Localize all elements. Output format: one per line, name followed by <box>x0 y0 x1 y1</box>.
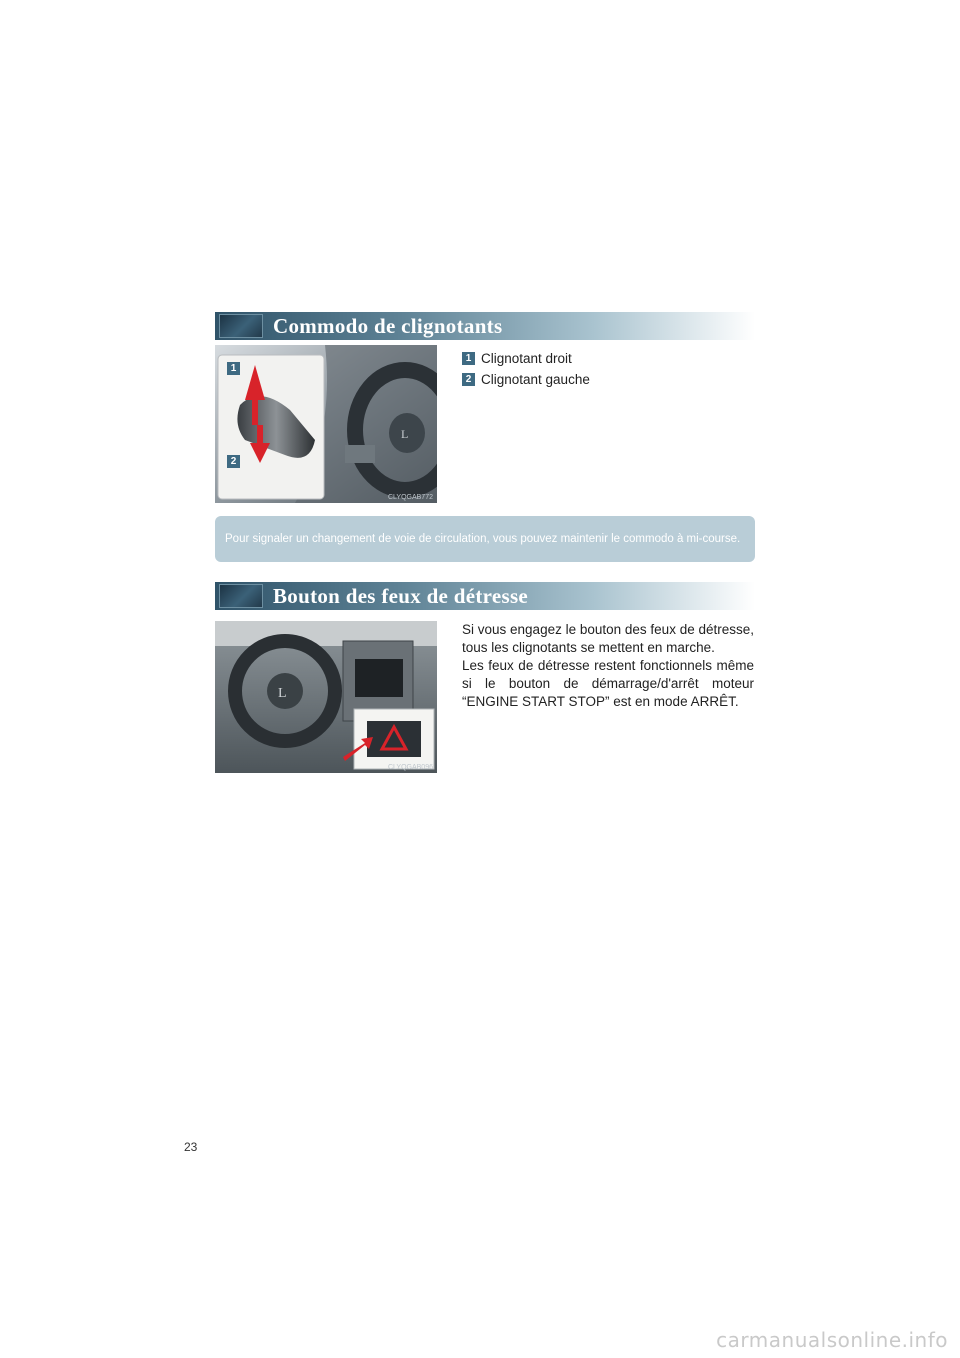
hazard-button-photo <box>215 621 437 773</box>
item-label: Clignotant droit <box>481 351 572 366</box>
section-header-hazard <box>215 582 755 610</box>
svg-text:L: L <box>278 686 287 701</box>
photo-credit: CLYQGAB096 <box>387 764 433 771</box>
watermark: carmanualsonline.info <box>716 1328 948 1352</box>
header-swatch <box>219 314 263 338</box>
hazard-description <box>462 621 754 711</box>
photo-credit: CLYQGAB772 <box>387 494 433 501</box>
turn-signal-illustration <box>215 345 437 503</box>
page-number: 23 <box>184 1140 198 1154</box>
header-swatch <box>219 584 263 608</box>
note-box <box>215 516 755 562</box>
list-item-right-signal <box>462 351 572 366</box>
paragraph: Si vous engagez le bouton des feux de détresse, tous les clignotants se mettent en marche. <box>462 622 754 655</box>
dashboard-illustration <box>215 621 437 773</box>
turn-signal-lever-photo <box>215 345 437 503</box>
section-header-turn-signal <box>215 312 755 340</box>
note-text: Pour signaler un changement de voie de circulation, vous pouvez maintenir le commodo à mi-course. <box>225 533 741 545</box>
list-item-left-signal <box>462 372 590 387</box>
paragraph: Les feux de détresse restent fonctionnels même si le bouton de démarrage/d'arrêt moteur “ENGINE START STOP” est en mode ARRÊT. <box>462 658 754 709</box>
item-number-badge: 2 <box>462 373 475 386</box>
callout-2-badge: 2 <box>227 455 240 468</box>
svg-text:L: L <box>401 427 409 441</box>
item-number-badge: 1 <box>462 352 475 365</box>
section-title: Commodo de clignotants <box>273 313 503 338</box>
section-title: Bouton des feux de détresse <box>273 583 529 608</box>
callout-1-badge: 1 <box>227 362 240 375</box>
item-label: Clignotant gauche <box>481 372 590 387</box>
